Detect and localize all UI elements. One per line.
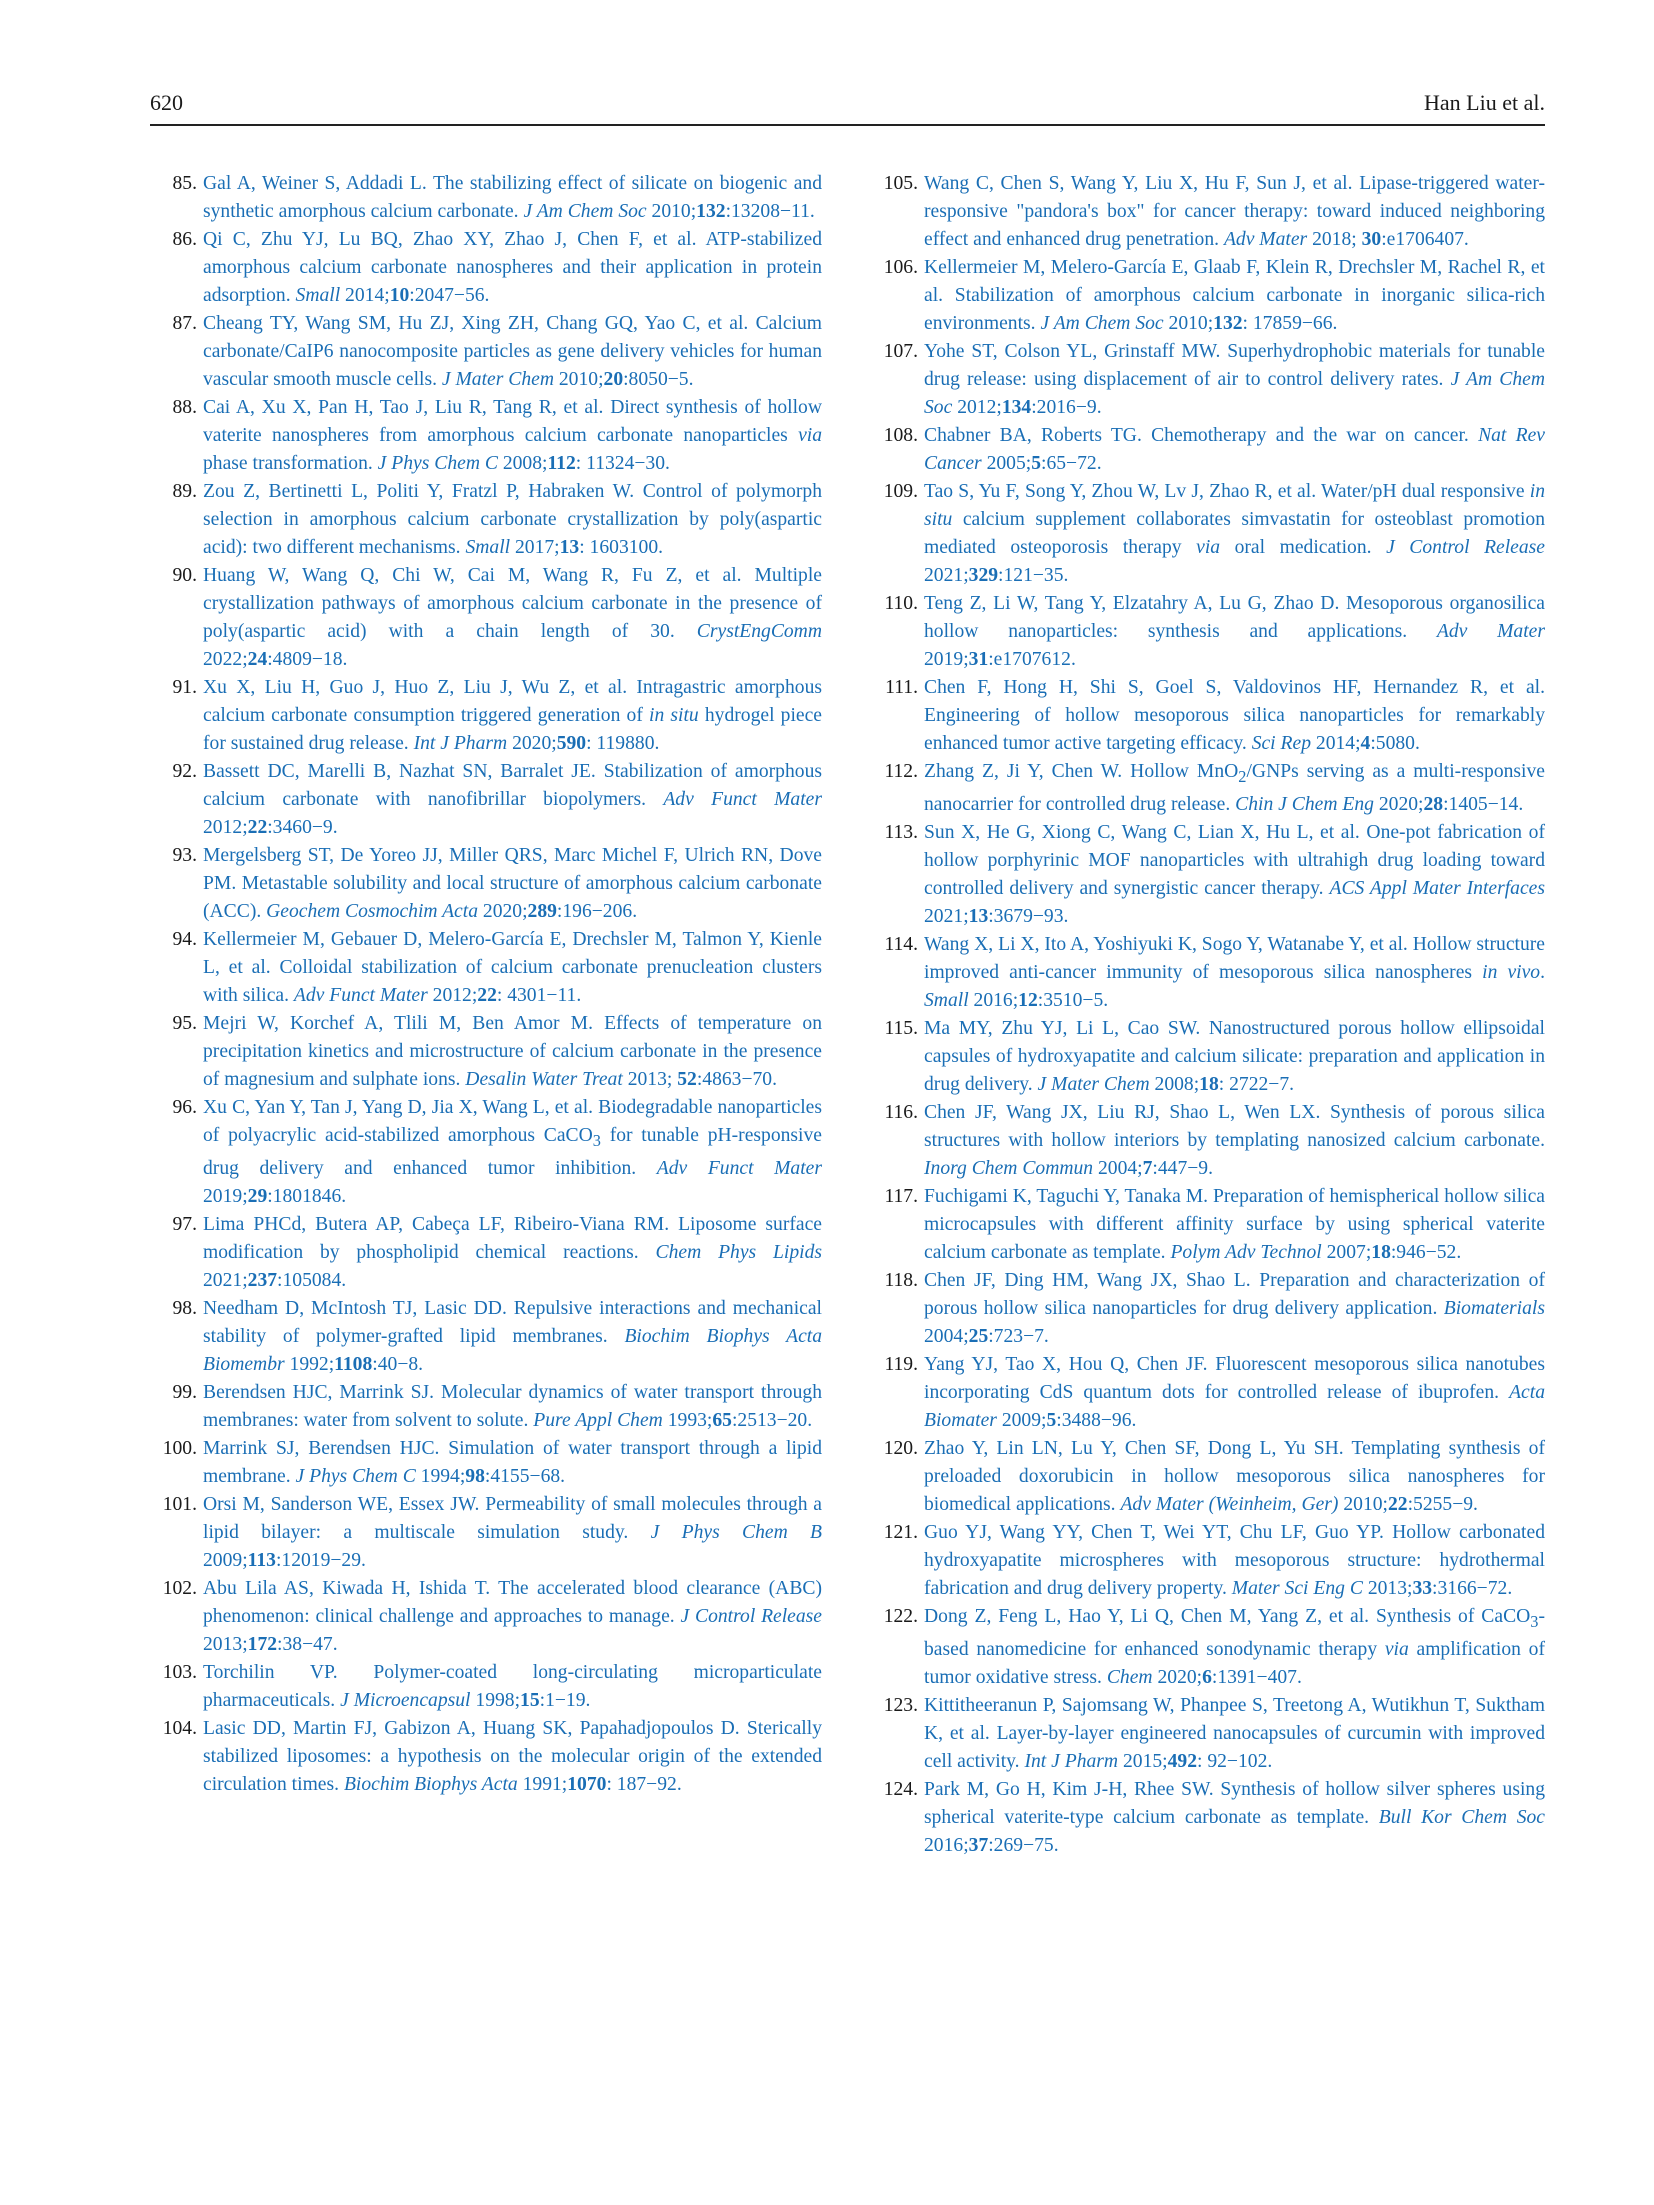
page-header (150, 88, 1545, 126)
reference-link[interactable]: Abu Lila AS, Kiwada H, Ishida T. The accelerated blood clearance (ABC) phenomenon: clinical challenge and approaches to manage. J Control Release 2013;172:38−47. (203, 1577, 822, 1655)
reference-number: 107. (883, 341, 918, 362)
reference-item (150, 1715, 822, 1799)
reference-item (150, 1211, 822, 1295)
reference-number: 110. (884, 593, 918, 614)
reference-link[interactable]: Zhao Y, Lin LN, Lu Y, Chen SF, Dong L, Yu SH. Templating synthesis of preloaded doxorubicin in hollow mesoporous silica nanospheres for biomedical applications. Adv Mater (Weinheim, Ger) 2010;22:5255−9. (924, 1437, 1545, 1515)
reference-number: 113. (884, 821, 918, 843)
reference-number: 93. (172, 845, 197, 866)
reference-item (150, 1575, 822, 1659)
reference-link[interactable]: Mergelsberg ST, De Yoreo JJ, Miller QRS, Marc Michel F, Ulrich RN, Dove PM. Metastable solubility and local structure of amorphous calcium carbonate (ACC). Geochem Cosmochim Acta 2020;289:196−206. (203, 845, 822, 922)
reference-number: 102. (162, 1577, 197, 1599)
reference-item (871, 1183, 1545, 1267)
reference-item (150, 674, 822, 758)
reference-item (150, 310, 822, 394)
reference-item (150, 478, 822, 562)
reference-number: 99. (172, 1381, 197, 1403)
reference-link[interactable]: Qi C, Zhu YJ, Lu BQ, Zhao XY, Zhao J, Chen F, et al. ATP-stabilized amorphous calcium carbonate nanospheres and their application in protein adsorption. Small 2014;10:2047−56. (203, 229, 822, 306)
reference-number: 111. (885, 677, 918, 698)
reference-number: 117. (884, 1185, 918, 1207)
reference-number: 85. (172, 173, 197, 194)
reference-link[interactable]: Yohe ST, Colson YL, Grinstaff MW. Superhydrophobic materials for tunable drug release: using displacement of air to control delivery rates. J Am Chem Soc 2012;134:2016−9. (924, 341, 1545, 418)
reference-item (150, 1379, 822, 1435)
reference-item (871, 1351, 1545, 1435)
reference-number: 114. (884, 933, 918, 955)
reference-number: 115. (884, 1017, 918, 1039)
reference-number: 112. (884, 761, 918, 782)
reference-number: 91. (172, 677, 197, 698)
reference-link[interactable]: Dong Z, Feng L, Hao Y, Li Q, Chen M, Yang Z, et al. Synthesis of CaCO$_3$-based nanomedicine for enhanced sonodynamic therapy via amplification of tumor oxidative stress. Chem 2020;6:1391−407. (924, 1605, 1545, 1688)
reference-item (150, 842, 822, 926)
reference-number: 109. (883, 481, 918, 502)
reference-link[interactable]: Lima PHCd, Butera AP, Cabeça LF, Ribeiro-Viana RM. Liposome surface modification by phospholipid chemical reactions. Chem Phys Lipids 2021;237:105084. (203, 1213, 822, 1291)
reference-number: 96. (172, 1097, 197, 1118)
reference-link[interactable]: Kittitheeranun P, Sajomsang W, Phanpee S, Treetong A, Wutikhun T, Suktham K, et al. Layer-by-layer engineered nanocapsules of curcumin with improved cell activity. Int J Pharm 2015;492: 92−102. (924, 1694, 1545, 1772)
reference-item (871, 1267, 1545, 1351)
reference-number: 101. (162, 1493, 197, 1515)
reference-item (871, 931, 1545, 1015)
reference-item (150, 758, 822, 842)
reference-item (871, 758, 1545, 819)
reference-link[interactable]: Needham D, McIntosh TJ, Lasic DD. Repulsive interactions and mechanical stability of polymer-grafted lipid membranes. Biochim Biophys Acta Biomembr 1992;1108:40−8. (203, 1297, 823, 1375)
reference-item (150, 1295, 822, 1379)
reference-link[interactable]: Wang X, Li X, Ito A, Yoshiyuki K, Sogo Y, Watanabe Y, et al. Hollow structure improved anti-cancer immunity of mesoporous silica nanospheres in vivo. Small 2016;12:3510−5. (924, 933, 1545, 1011)
reference-item (871, 1435, 1545, 1519)
reference-item (150, 226, 822, 310)
reference-number: 94. (172, 929, 197, 950)
reference-item (871, 1603, 1545, 1692)
reference-link[interactable]: Yang YJ, Tao X, Hou Q, Chen JF. Fluorescent mesoporous silica nanotubes incorporating CdS quantum dots for controlled release of ibuprofen. Acta Biomater 2009;5:3488−96. (924, 1353, 1545, 1431)
reference-link[interactable]: Teng Z, Li W, Tang Y, Elzatahry A, Lu G, Zhao D. Mesoporous organosilica hollow nanoparticles: synthesis and applications. Adv Mater 2019;31:e1707612. (924, 593, 1545, 670)
reference-link[interactable]: Tao S, Yu F, Song Y, Zhou W, Lv J, Zhao R, et al. Water/pH dual responsive in situ calcium supplement collaborates simvastatin for osteoblast promotion mediated osteoporosis therapy via oral medication. J Control Release 2021;329:121−35. (924, 481, 1546, 586)
reference-link[interactable]: Orsi M, Sanderson WE, Essex JW. Permeability of small molecules through a lipid bilayer: a multiscale simulation study. J Phys Chem B 2009;113:12019−29. (203, 1493, 822, 1571)
reference-link[interactable]: Zou Z, Bertinetti L, Politi Y, Fratzl P, Habraken W. Control of polymorph selection in amorphous calcium carbonate crystallization by poly(aspartic acid): two different mechanisms. Small 2017;13: 1603100. (203, 481, 822, 558)
reference-number: 108. (883, 425, 918, 446)
reference-number: 87. (172, 313, 197, 334)
reference-column-right (871, 170, 1545, 1860)
reference-number: 122. (883, 1605, 918, 1627)
reference-number: 105. (883, 173, 918, 194)
reference-item (871, 1519, 1545, 1603)
reference-item (871, 254, 1545, 338)
reference-item (150, 1659, 822, 1715)
page-number: 620 (150, 90, 183, 115)
reference-number: 104. (162, 1717, 197, 1739)
reference-item (150, 1010, 822, 1094)
reference-number: 90. (172, 565, 197, 586)
reference-item (871, 819, 1545, 931)
reference-link[interactable]: Fuchigami K, Taguchi Y, Tanaka M. Preparation of hemispherical hollow silica microcapsules with different affinity surface by using spherical vaterite calcium carbonate as template. Polym Adv Technol 2007;18:946−52. (924, 1185, 1545, 1263)
reference-link[interactable]: Kellermeier M, Gebauer D, Melero-García E, Drechsler M, Talmon Y, Kienle L, et al. Colloidal stabilization of calcium carbonate prenucleation clusters with silica. Adv Funct Mater 2012;22: 4301−11. (203, 929, 822, 1006)
reference-item (871, 1692, 1545, 1776)
reference-number: 119. (884, 1353, 918, 1375)
reference-item (150, 394, 822, 478)
reference-item (150, 562, 822, 674)
reference-number: 120. (883, 1437, 918, 1459)
reference-item (150, 1491, 822, 1575)
reference-link[interactable]: Guo YJ, Wang YY, Chen T, Wei YT, Chu LF, Guo YP. Hollow carbonated hydroxyapatite microspheres with mesoporous structure: hydrothermal fabrication and drug delivery property. Mater Sci Eng C 2013;33:3166−72. (924, 1521, 1545, 1599)
reference-link[interactable]: Huang W, Wang Q, Chi W, Cai M, Wang R, Fu Z, et al. Multiple crystallization pathways of amorphous calcium carbonate in the presence of poly(aspartic acid) with a chain length of 30. CrystEngComm 2022;24:4809−18. (203, 565, 822, 670)
reference-item (871, 170, 1545, 254)
reference-link[interactable]: Xu X, Liu H, Guo J, Huo Z, Liu J, Wu Z, et al. Intragastric amorphous calcium carbonate consumption triggered generation of in situ hydrogel piece for sustained drug release. Int J Pharm 2020;590: 119880. (203, 677, 822, 754)
reference-link[interactable]: Ma MY, Zhu YJ, Li L, Cao SW. Nanostructured porous hollow ellipsoidal capsules of hydroxyapatite and calcium silicate: preparation and application in drug delivery. J Mater Chem 2008;18: 2722−7. (924, 1017, 1545, 1095)
reference-number: 86. (172, 229, 197, 250)
reference-link[interactable]: Xu C, Yan Y, Tan J, Yang D, Jia X, Wang L, et al. Biodegradable nanoparticles of polyacrylic acid-stabilized amorphous CaCO$_3$ for tunable pH-responsive drug delivery and enhanced tumor inhibition. Adv Funct Mater 2019;29:1801846. (203, 1097, 822, 1207)
reference-number: 103. (162, 1661, 197, 1683)
reference-column-left (150, 170, 822, 1799)
running-head: Han Liu et al. (1424, 90, 1545, 115)
reference-link[interactable]: Chen F, Hong H, Shi S, Goel S, Valdovinos HF, Hernandez R, et al. Engineering of hollow mesoporous silica nanoparticles for remarkably enhanced tumor active targeting efficacy. Sci Rep 2014;4:5080. (924, 677, 1545, 754)
reference-link[interactable]: Berendsen HJC, Marrink SJ. Molecular dynamics of water transport through membranes: water from solvent to solute. Pure Appl Chem 1993;65:2513−20. (203, 1381, 822, 1431)
reference-link[interactable]: Zhang Z, Ji Y, Chen W. Hollow MnO$_2$/GNPs serving as a multi-responsive nanocarrier for controlled drug release. Chin J Chem Eng 2020;28:1405−14. (924, 761, 1545, 815)
reference-item (871, 1776, 1545, 1860)
reference-link[interactable]: Mejri W, Korchef A, Tlili M, Ben Amor M. Effects of temperature on precipitation kinetics and microstructure of calcium carbonate in the presence of magnesium and sulphate ions. Desalin Water Treat 2013; 52:4863−70. (203, 1013, 822, 1090)
reference-link[interactable]: Sun X, He G, Xiong C, Wang C, Lian X, Hu L, et al. One-pot fabrication of hollow porphyrinic MOF nanoparticles with ultrahigh drug loading toward controlled delivery and synergistic cancer therapy. ACS Appl Mater Interfaces 2021;13:3679−93. (924, 821, 1545, 927)
reference-item (150, 926, 822, 1010)
reference-number: 121. (883, 1521, 918, 1543)
reference-link[interactable]: Cai A, Xu X, Pan H, Tao J, Liu R, Tang R, et al. Direct synthesis of hollow vaterite nanospheres from amorphous calcium carbonate nanoparticles via phase transformation. J Phys Chem C 2008;112: 11324−30. (203, 397, 822, 474)
reference-number: 88. (172, 397, 197, 418)
reference-link[interactable]: Bassett DC, Marelli B, Nazhat SN, Barralet JE. Stabilization of amorphous calcium carbonate with nanofibrillar biopolymers. Adv Funct Mater 2012;22:3460−9. (203, 761, 822, 838)
reference-number: 89. (172, 481, 197, 502)
reference-item (150, 170, 822, 226)
reference-item (871, 478, 1545, 590)
reference-item (871, 1015, 1545, 1099)
reference-number: 124. (883, 1778, 918, 1800)
reference-number: 92. (172, 761, 197, 782)
reference-item (871, 422, 1545, 478)
reference-number: 118. (884, 1269, 918, 1291)
reference-number: 106. (883, 257, 918, 278)
reference-link[interactable]: Marrink SJ, Berendsen HJC. Simulation of water transport through a lipid membrane. J Phys Chem C 1994;98:4155−68. (203, 1437, 822, 1487)
reference-item (150, 1094, 822, 1211)
reference-link[interactable]: Chabner BA, Roberts TG. Chemotherapy and the war on cancer. Nat Rev Cancer 2005;5:65−72. (924, 425, 1545, 474)
reference-number: 123. (883, 1694, 918, 1716)
reference-link[interactable]: Cheang TY, Wang SM, Hu ZJ, Xing ZH, Chang GQ, Yao C, et al. Calcium carbonate/CaIP6 nanocomposite particles as gene delivery vehicles for human vascular smooth muscle cells. J Mater Chem 2010;20:8050−5. (203, 313, 822, 390)
reference-item (871, 674, 1545, 758)
reference-number: 116. (884, 1101, 918, 1123)
reference-item (871, 338, 1545, 422)
reference-number: 98. (172, 1297, 197, 1319)
reference-item (871, 590, 1545, 674)
reference-item (871, 1099, 1545, 1183)
reference-link[interactable]: Lasic DD, Martin FJ, Gabizon A, Huang SK, Papahadjopoulos D. Sterically stabilized liposomes: a hypothesis on the molecular origin of the extended circulation times. Biochim Biophys Acta 1991;1070: 187−92. (203, 1717, 822, 1795)
reference-link[interactable]: Kellermeier M, Melero-García E, Glaab F, Klein R, Drechsler M, Rachel R, et al. Stabilization of amorphous calcium carbonate in inorganic silica-rich environments. J Am Chem Soc 2010;132: 17859−66. (924, 257, 1545, 334)
reference-link[interactable]: Chen JF, Wang JX, Liu RJ, Shao L, Wen LX. Synthesis of porous silica structures with hollow interiors by templating nanosized calcium carbonate. Inorg Chem Commun 2004;7:447−9. (924, 1101, 1545, 1179)
reference-number: 97. (172, 1213, 197, 1235)
reference-link[interactable]: Wang C, Chen S, Wang Y, Liu X, Hu F, Sun J, et al. Lipase-triggered water-responsive "pandora's box" for cancer therapy: toward induced neighboring effect and enhanced drug penetration. Adv Mater 2018; 30:e1706407. (924, 173, 1545, 250)
reference-number: 95. (172, 1013, 197, 1034)
reference-link[interactable]: Park M, Go H, Kim J-H, Rhee SW. Synthesis of hollow silver spheres using spherical vaterite-type calcium carbonate as template. Bull Kor Chem Soc 2016;37:269−75. (924, 1778, 1545, 1856)
reference-link[interactable]: Gal A, Weiner S, Addadi L. The stabilizing effect of silicate on biogenic and synthetic amorphous calcium carbonate. J Am Chem Soc 2010;132:13208−11. (203, 173, 822, 222)
reference-link[interactable]: Torchilin VP. Polymer-coated long-circulating microparticulate pharmaceuticals. J Microencapsul 1998;15:1−19. (203, 1661, 822, 1711)
reference-link[interactable]: Chen JF, Ding HM, Wang JX, Shao L. Preparation and characterization of porous hollow silica nanoparticles for drug delivery application. Biomaterials 2004;25:723−7. (924, 1269, 1545, 1347)
reference-item (150, 1435, 822, 1491)
reference-number: 100. (162, 1437, 197, 1459)
